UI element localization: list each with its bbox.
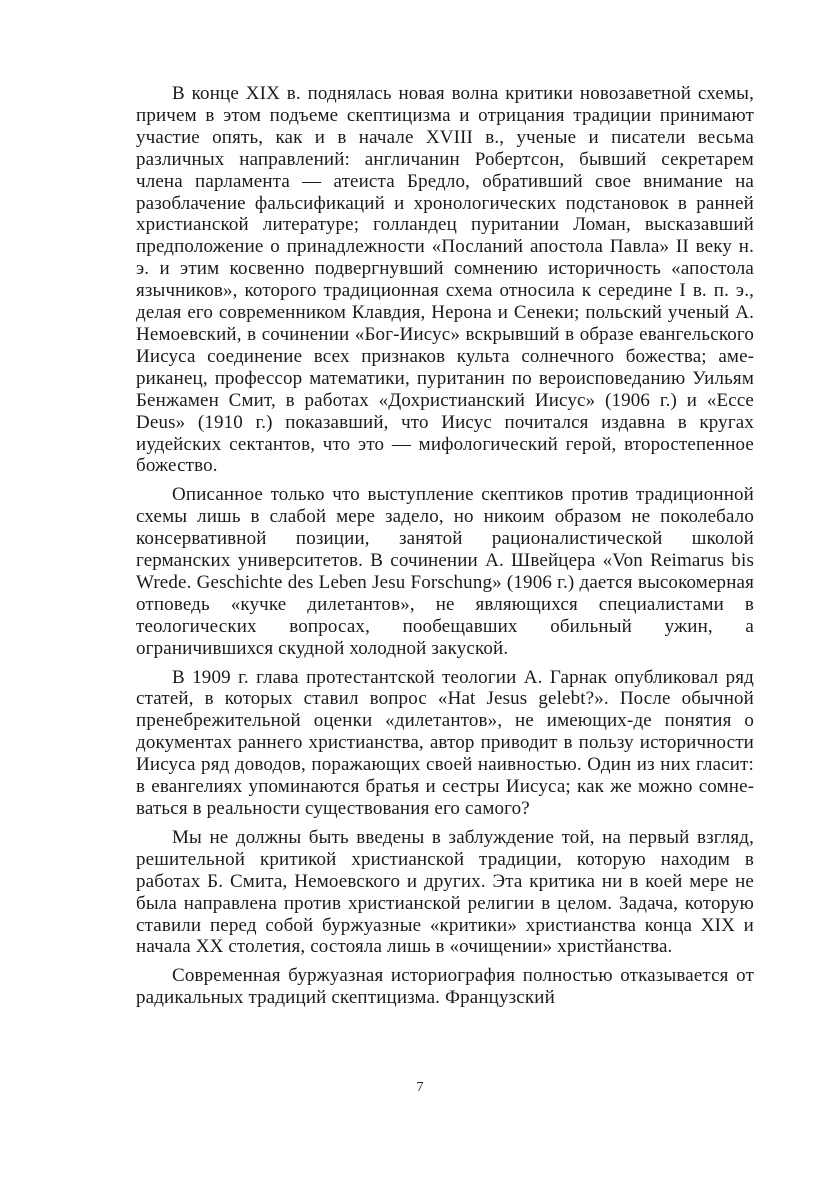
paragraph-4: Мы не должны быть введены в заблуждение той, на первый взгляд, решительной критикой христианской традиции, которую находим в работах Б. Смита, Немоевского и других. Эта критика ни в коей мере не была направлена против христианской религии в целом. Задача, которую ставили перед собой буржуазные «критики» христианства конца XIX и начала XX столетия, состояла лишь в «очищении» христйанства.: [136, 826, 754, 958]
page-number: 7: [416, 1080, 424, 1095]
paragraph-3: В 1909 г. глава протестантской теологии А. Гарнак опубликовал ряд статей, в которых ставил вопрос «Hat Jesus gelebt?». После обычной пренебрежительной оценки «дилетантов», не имеющих-де понятия о документах раннего христианства, автор приводит в пользу историчности Иисуса ряд доводов, поражающих своей наивностью. Один из них гласит: в евангелиях упоминаются братья и сестры Иисуса; как же можно сомневаться в реальности существования его самого?: [136, 666, 754, 819]
paragraph-1: В конце XIX в. поднялась новая волна критики новозаветной схемы, причем в этом подъеме скептицизма и отрицания традиции принимают участие опять, как и в начале XVIII в., ученые и писатели весьма различных направлений: англичанин Робертсон, бывший секретарем члена парламента — атеиста Бредло, обративший свое внимание на разоблачение фальсификаций и хронологических подстановок в ранней христианской литературе; голландец пуритании Ломан, высказавший предположение о принадлежности «Посланий апостола Павла» II веку н. э. и этим косвенно подвергнувший сомнению историчность «апостола язычников», которого традиционная схема относила к середине I в. п. э., делая его современником Клавдия, Нерона и Сенеки; польский ученый А. Немоевский, в сочинении «Бог-Иисус» вскрывший в образе евангельского Иисуса соединение всех признаков культа солнечного божества; американец, профессор математики, пуританин по вероисповеданию Уильям Бенжамен Смит, в работах «Дохристианский Иисус» (1906 г.) и «Ecce Deus» (1910 г.) показавший, что Иисус почитался издавна в кругах иудейских сектантов, что это — мифологический герой, второстепенное божество.: [136, 83, 754, 477]
paragraph-5: Современная буржуазная историография полностью отказывается от радикальных традиций скептицизма. Французский: [136, 965, 754, 1009]
body-text: [136, 83, 754, 1009]
paragraph-2: Описанное только что выступление скептиков против традиционной схемы лишь в слабой мере задело, но никоим образом не поколебало консервативной позиции, занятой рационалистической школой германских университетов. В сочинении А. Швейцера «Von Reimarus bis Wrede. Geschichte des Leben Jesu Forschung» (1906 г.) дается высокомерная отповедь «кучке дилетантов», не являющихся специалистами в теологических вопросах, пообещавших обильный ужин, а ограничившихся скудной холодной закуской.: [136, 484, 754, 659]
